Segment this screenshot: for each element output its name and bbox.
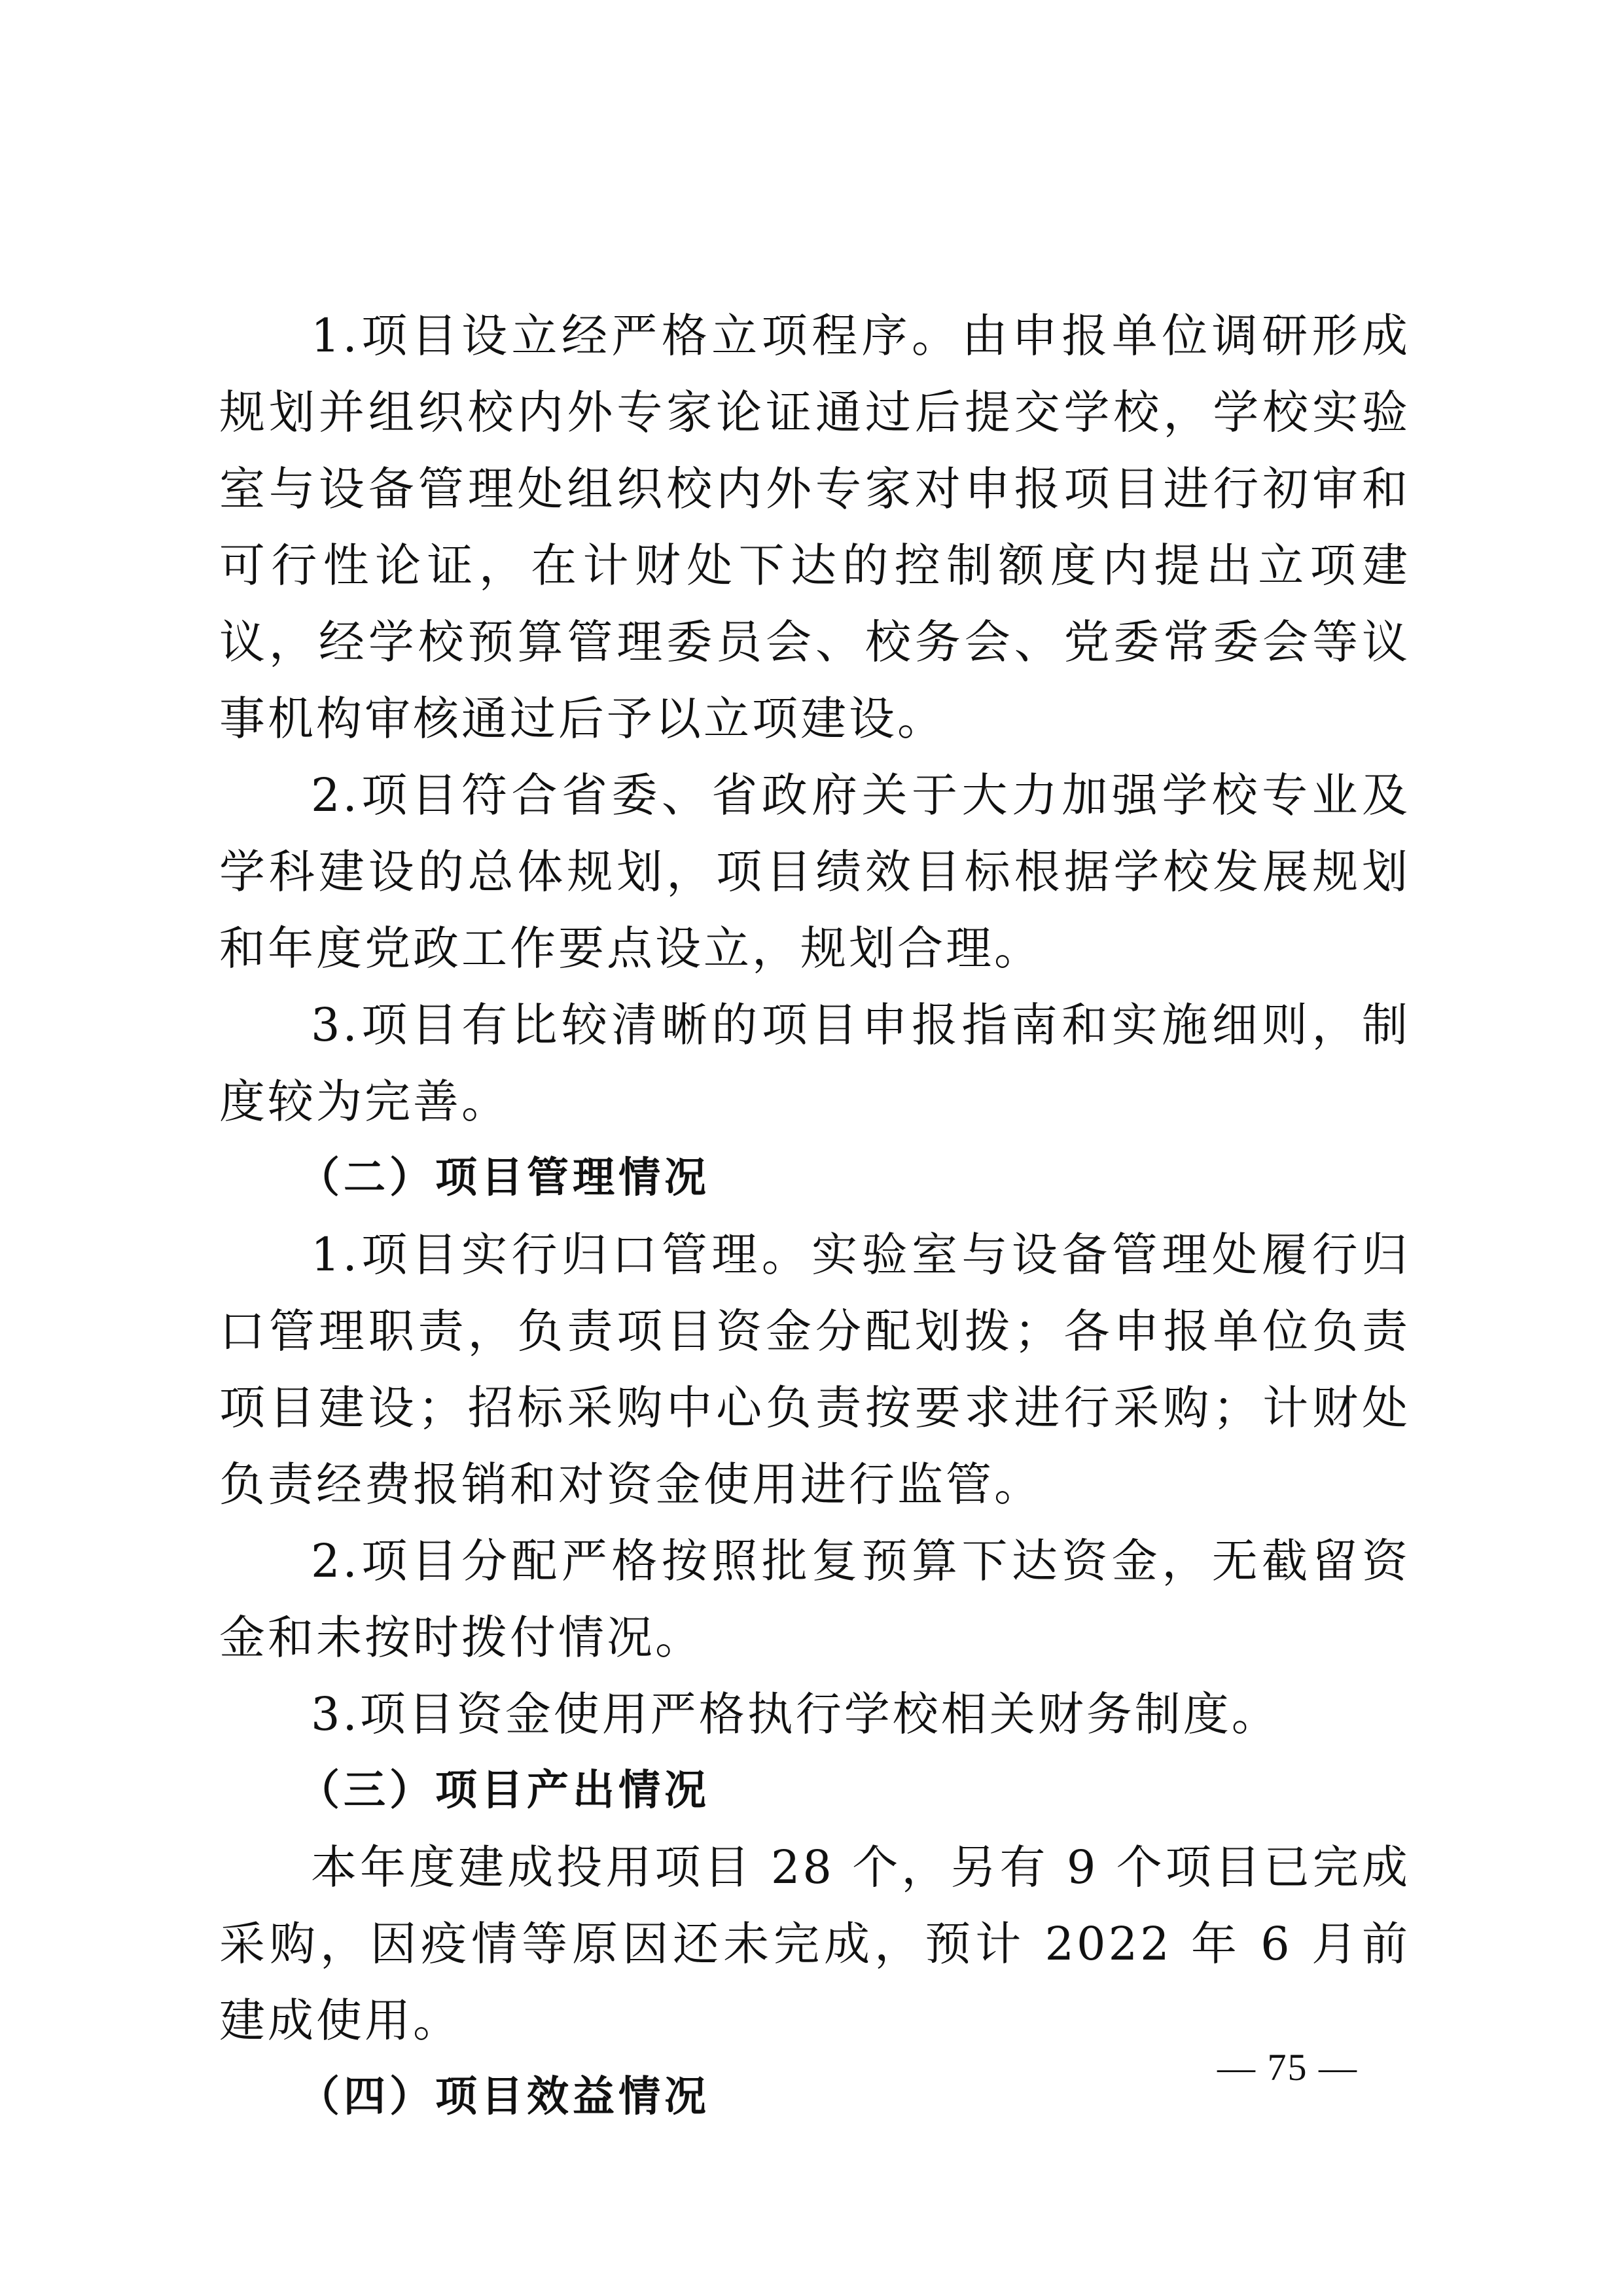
paragraph-centralized-management: 1.项目实行归口管理。实验室与设备管理处履行归口管理职责，负责项目资金分配划拨；各申报单位负责项目建设；招标采购中心负责按要求进行采购；计财处负责经费报销和对资金使用进行监管。 <box>219 1228 1410 1511</box>
paragraph-project-approval: 1.项目设立经严格立项程序。由申报单位调研形成规划并组织校内外专家论证通过后提交学校，学校实验室与设备管理处组织校内外专家对申报项目进行初审和可行性论证，在计财处下达的控制额度内提出立项建议，经学校预算管理委员会、校务会、党委常委会等议事机构审核通过后予以立项建设。 <box>219 309 1410 745</box>
paragraph-project-planning: 2.项目符合省委、省政府关于大力加强学校专业及学科建设的总体规划，项目绩效目标根据学校发展规划和年度党政工作要点设立，规划合理。 <box>219 768 1410 975</box>
paragraph-project-rules: 3.项目有比较清晰的项目申报指南和实施细则，制度较为完善。 <box>219 998 1410 1128</box>
heading-project-output: （三）项目产出情况 <box>298 1767 710 1815</box>
document-body <box>219 298 1410 2136</box>
heading-project-management: （二）项目管理情况 <box>298 1154 710 1202</box>
page-number: — 75 — <box>1217 2046 1358 2089</box>
paragraph-output-details: 本年度建成投用项目 28 个，另有 9 个项目已完成采购，因疫情等原因还未完成，预计 2022 年 6 月前建成使用。 <box>219 1840 1410 2047</box>
heading-project-benefits: （四）项目效益情况 <box>298 2073 710 2121</box>
paragraph-fund-usage: 3.项目资金使用严格执行学校相关财务制度。 <box>311 1687 1280 1741</box>
paragraph-fund-allocation: 2.项目分配严格按照批复预算下达资金，无截留资金和未按时拨付情况。 <box>219 1534 1410 1664</box>
